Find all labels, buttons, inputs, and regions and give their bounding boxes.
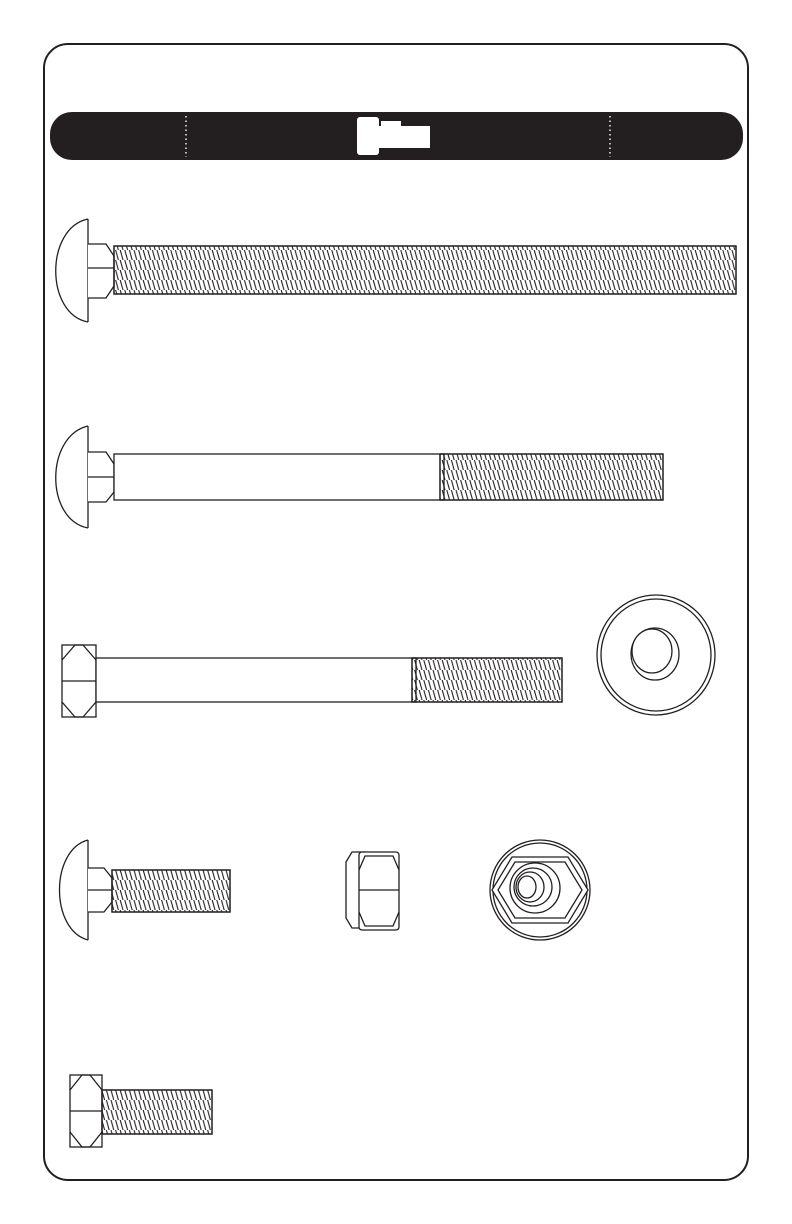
flange-nut-icon bbox=[490, 840, 590, 940]
lock-nut-icon bbox=[346, 852, 399, 930]
flat-washer-icon bbox=[597, 595, 715, 715]
header-bar bbox=[50, 112, 743, 160]
